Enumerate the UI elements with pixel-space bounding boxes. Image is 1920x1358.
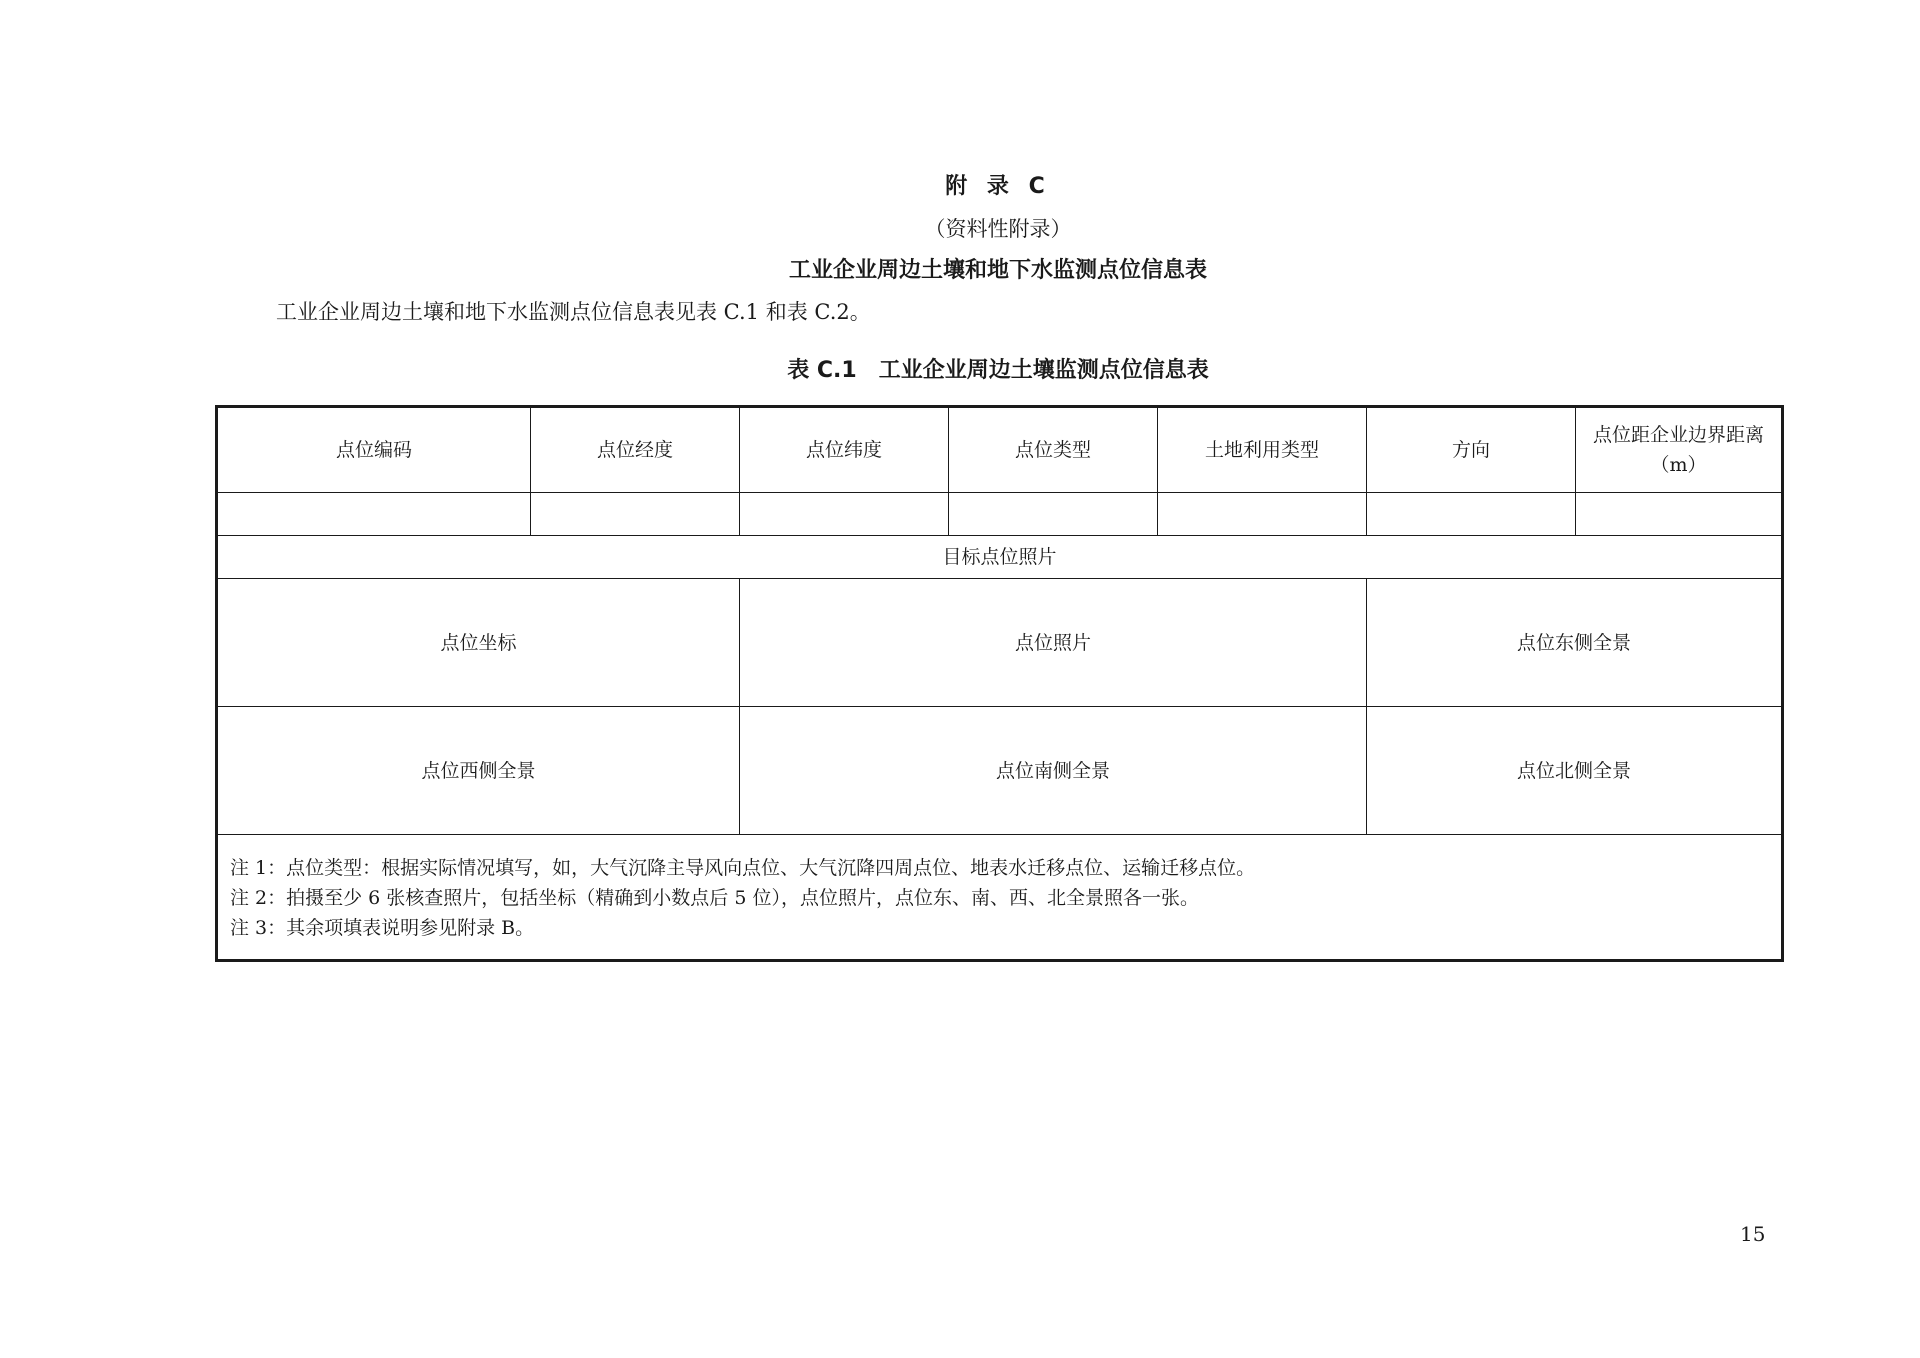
note-3: 注 3：其余项填表说明参见附录 B。 — [230, 917, 535, 939]
header-point-code: 点位编码 — [217, 407, 531, 493]
appendix-subtitle: （资料性附录） — [924, 217, 1072, 241]
blank-cell-latitude[interactable] — [740, 493, 949, 536]
blank-cell-longitude[interactable] — [531, 493, 740, 536]
appendix-title: 附 录 C — [945, 174, 1051, 199]
photo-cell-south-panorama: 点位南侧全景 — [740, 707, 1367, 835]
blank-cell-distance[interactable] — [1576, 493, 1783, 536]
notes-row — [217, 835, 1783, 961]
photo-row-2 — [217, 707, 1783, 835]
section-title: 工业企业周边土壤和地下水监测点位信息表 — [788, 258, 1207, 283]
header-latitude: 点位纬度 — [740, 407, 949, 493]
photo-cell-point-photo: 点位照片 — [740, 579, 1367, 707]
blank-cell-direction[interactable] — [1367, 493, 1576, 536]
header-point-type: 点位类型 — [949, 407, 1158, 493]
photo-section-label: 目标点位照片 — [217, 536, 1783, 579]
header-direction: 方向 — [1367, 407, 1576, 493]
header-land-use-type: 土地利用类型 — [1158, 407, 1367, 493]
intro-paragraph: 工业企业周边土壤和地下水监测点位信息表见表 C.1 和表 C.2。 — [276, 300, 871, 324]
note-1: 注 1：点位类型：根据实际情况填写，如，大气沉降主导风向点位、大气沉降四周点位、地表水迁移点位、运输迁移点位。 — [230, 857, 1256, 879]
notes-cell — [217, 835, 1783, 961]
blank-cell-land-use-type[interactable] — [1158, 493, 1367, 536]
table-row — [217, 493, 1783, 536]
header-distance-to-boundary: 点位距企业边界距离（m） — [1576, 407, 1783, 493]
soil-monitoring-point-table — [215, 405, 1784, 962]
photo-cell-north-panorama: 点位北侧全景 — [1367, 707, 1783, 835]
table-caption: 表 C.1 工业企业周边土壤监测点位信息表 — [787, 358, 1209, 383]
photo-row-1 — [217, 579, 1783, 707]
table-header-row — [217, 407, 1783, 493]
blank-cell-point-code[interactable] — [217, 493, 531, 536]
photo-section-row — [217, 536, 1783, 579]
photo-cell-coordinates: 点位坐标 — [217, 579, 740, 707]
note-2: 注 2：拍摄至少 6 张核查照片，包括坐标（精确到小数点后 5 位），点位照片，点位东、南、西、北全景照各一张。 — [230, 887, 1199, 909]
page-number: 15 — [1740, 1222, 1766, 1246]
blank-cell-point-type[interactable] — [949, 493, 1158, 536]
header-longitude: 点位经度 — [531, 407, 740, 493]
photo-cell-west-panorama: 点位西侧全景 — [217, 707, 740, 835]
photo-cell-east-panorama: 点位东侧全景 — [1367, 579, 1783, 707]
